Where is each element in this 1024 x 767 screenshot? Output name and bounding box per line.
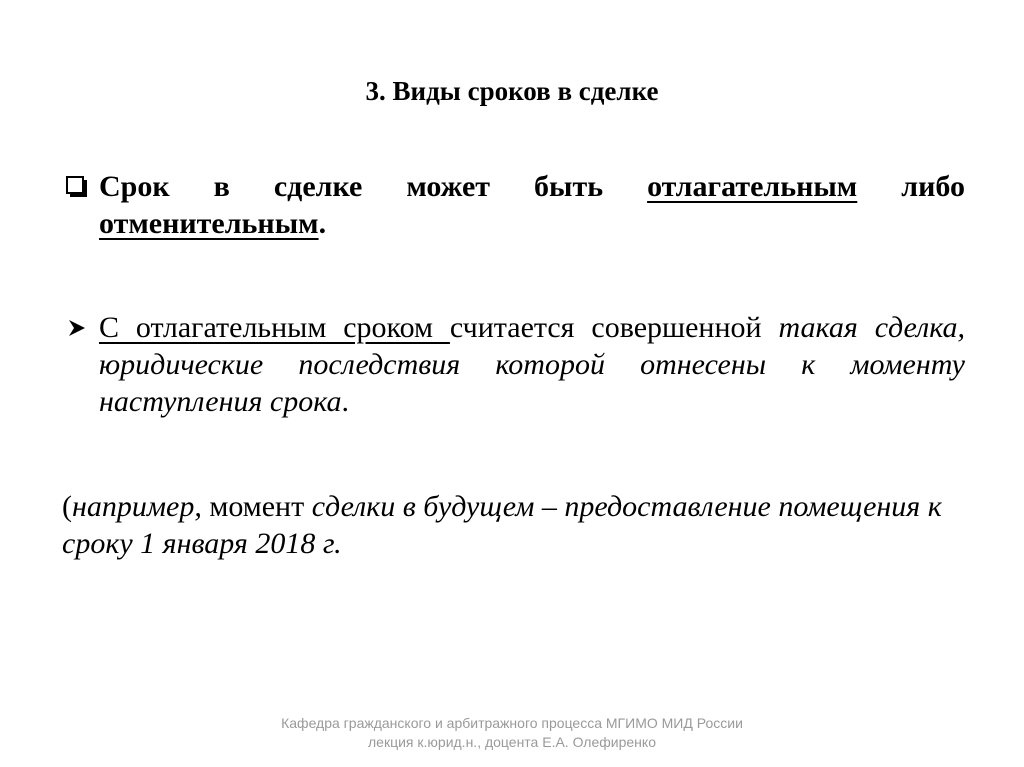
example-text <box>62 488 942 562</box>
point-deferred-or-cancelling <box>99 168 965 242</box>
checkbox-icon <box>63 168 91 205</box>
point1-term-deferred: отлагательным <box>647 170 858 203</box>
point1-text: Срок в сделке может быть <box>99 170 648 203</box>
point-deferred-definition <box>99 309 965 420</box>
footer-line2: лекция к.юрид.н., доцента Е.А. Олефиренко <box>368 734 656 750</box>
example-part3: сделки в будущем – предоставление помещения к сроку 1 января 2018 г. <box>62 490 942 560</box>
example-part2: момент <box>209 490 305 523</box>
point1-term-cancelling: отменительным <box>99 207 319 240</box>
arrow-bullet-icon <box>63 309 91 346</box>
example-part1: например, <box>72 490 210 523</box>
point2-term: С отлагательным сроком <box>99 311 450 344</box>
point2-definition: такая сделка, юридические последствия которой отнесены к моменту наступления срока <box>99 311 965 418</box>
footer <box>0 714 1024 752</box>
point2-end: . <box>341 385 350 418</box>
slide-title: 3. Виды сроков в сделке <box>365 76 659 106</box>
point1-connector: либо <box>857 170 965 203</box>
point1-end: . <box>318 207 327 240</box>
footer-line1: Кафедра гражданского и арбитражного процесса МГИМО МИД России <box>281 715 743 731</box>
point2-normal: считается совершенной <box>449 311 779 344</box>
example-open-paren: ( <box>62 490 72 523</box>
